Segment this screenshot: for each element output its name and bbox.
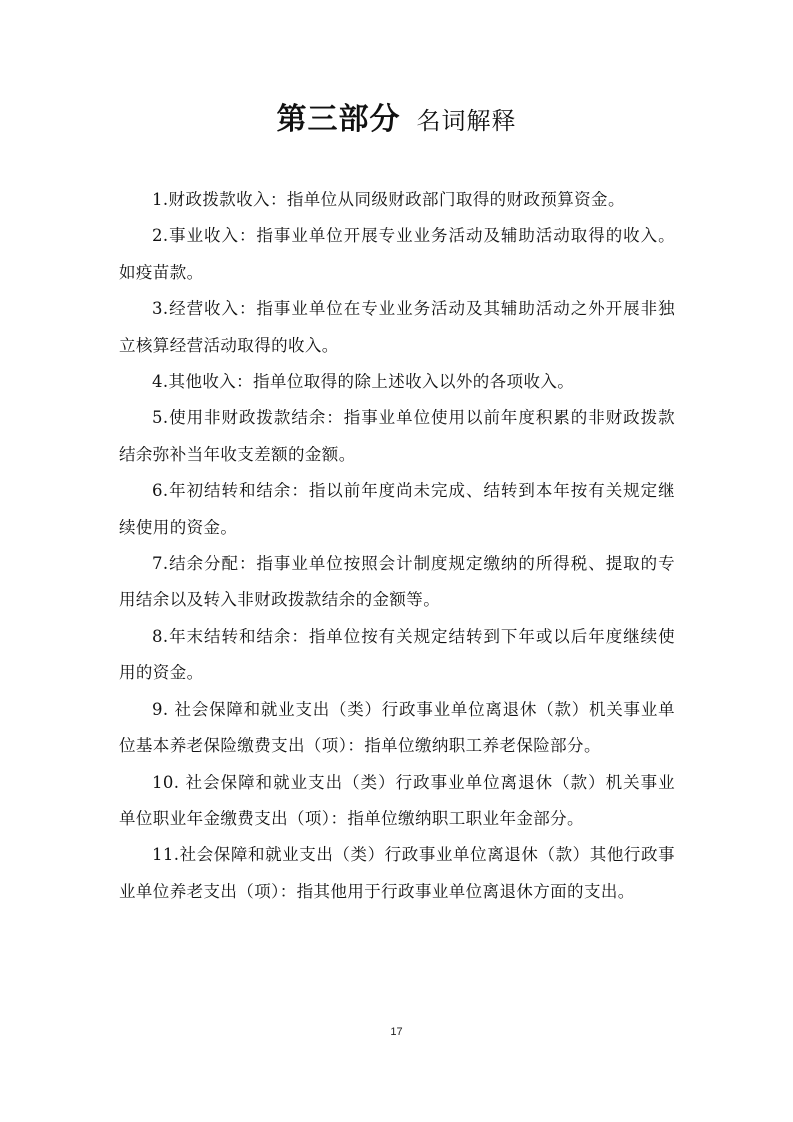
- definition-paragraph: 7.结余分配：指事业单位按照会计制度规定缴纳的所得税、提取的专用结余以及转入非财政拨款结余的金额等。: [119, 554, 675, 610]
- definition-paragraph: 9. 社会保障和就业支出（类）行政事业单位离退休（款）机关事业单位基本养老保险缴费支出（项）：指单位缴纳职工养老保险部分。: [119, 699, 675, 756]
- definition-paragraph: 4.其他收入：指单位取得的除上述收入以外的各项收入。: [152, 372, 575, 392]
- section-heading: 第三部分: [276, 102, 401, 137]
- page-number: 17: [390, 1026, 403, 1038]
- definitions-list: [119, 182, 675, 910]
- definition-paragraph: 5.使用非财政拨款结余：指事业单位使用以前年度积累的非财政拨款结余弥补当年收支差额的金额。: [119, 408, 675, 464]
- definition-paragraph: 3.经营收入：指事业单位在专业业务活动及其辅助活动之外开展非独立核算经营活动取得的收入。: [119, 299, 675, 355]
- definition-paragraph: 10. 社会保障和就业支出（类）行政事业单位离退休（款）机关事业单位职业年金缴费支出（项）：指单位缴纳职工职业年金部分。: [119, 772, 675, 828]
- definition-paragraph: 6.年初结转和结余：指以前年度尚未完成、结转到本年按有关规定继续使用的资金。: [119, 481, 675, 537]
- definition-paragraph: 11.社会保障和就业支出（类）行政事业单位离退休（款）其他行政事业单位养老支出（项）：指其他用于行政事业单位离退休方面的支出。: [119, 845, 675, 901]
- definition-paragraph: 2.事业收入：指事业单位开展专业业务活动及辅助活动取得的收入。如疫苗款。: [119, 226, 675, 282]
- definition-paragraph: 1.财政拨款收入：指单位从同级财政部门取得的财政预算资金。: [152, 190, 625, 209]
- definition-paragraph: 8.年末结转和结余：指单位按有关规定结转到下年或以后年度继续使用的资金。: [119, 626, 675, 683]
- section-subheading: 名词解释: [416, 107, 517, 135]
- page-title: [0, 98, 793, 146]
